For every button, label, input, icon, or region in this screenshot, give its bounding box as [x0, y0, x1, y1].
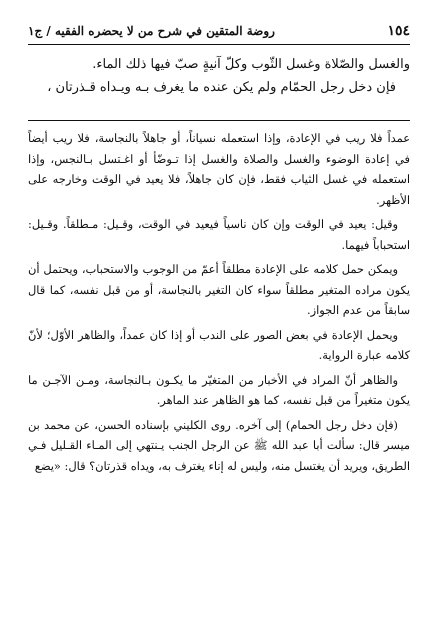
commentary-paragraph-2: وقيل: يعيد في الوقت وإن كان ناسياً فيعيد في الوقت، وقـيل: مـطلقاً. وقـيل: استحباباً فيهما. — [28, 217, 410, 252]
header-rule — [28, 44, 410, 45]
main-line-1: والغسل والصّلاة وغسل الثّوب وكلّ آنيةٍ صبّ فيها ذلك الماء. — [92, 57, 410, 72]
running-title: روضة المتقين في شرح من لا يحضره الفقيه / ج١ — [28, 24, 275, 38]
main-line-2: فإن دخل رجل الحمّام ولم يكن عنده ما يغرف بـه ويـداه قـذرتان ، — [47, 80, 396, 95]
commentary-paragraph-5: والظاهر أنّ المراد في الأخبار من المتغيّر ما يكـون بـالنجاسة، ومـن الآجـن ما يكون متغيراً من قبل نفسه، كما هو الظاهر عند الماهر. — [28, 372, 410, 407]
hadith-text — [28, 54, 410, 100]
page-number: ١٥٤ — [387, 23, 410, 39]
commentary-paragraph-4: ويحمل الإعادة في بعض الصور على الندب أو إذا كان عمداً، والظاهر الأوّل؛ لأنّ كلامه عبارة الرواية. — [28, 327, 410, 362]
commentary-paragraph-3: ويمكن حمل كلامه على الإعادة مطلقاً أعمّ من الوجوب والاستحباب، ويحتمل أن يكون مراده المتغير مطلقاً سواء كان التغير بالنجاسة، أو من قبل نفسه، كما قال سابقاً من عدم الجواز. — [28, 262, 410, 317]
page-header — [28, 20, 410, 42]
commentary-separator — [28, 120, 410, 121]
commentary-paragraph-1: عمداً فلا ريب في الإعادة، وإذا استعمله نسياناً، أو جاهلاً بالنجاسة، فلا ريب أيضاً في إعادة الوضوء والغسل والصلاة والغسل إذا تـوضّأ أو اغـتسل بـالنجس، وإذا استعمله في غسل الثياب فقط، فإن كان جاهلاً، فلا يعيد في الوقت وخارجه على الأظهر. — [28, 131, 410, 207]
commentary-paragraph-6: (فإن دخل رجل الحمام) إلى آخره. روى الكليني بإسناده الحسن، عن محمد بن ميسر قال: سألت أبا عبد الله ﷺ عن الرجل الجنب يـنتهي إلى المـاء القـليل فـي الطريق، ويريد أن يغتسل منه، وليس له إناء يغترف به، ويداه قذرتان؟ قال: «يضع — [28, 417, 410, 473]
commentary-section — [28, 128, 410, 480]
